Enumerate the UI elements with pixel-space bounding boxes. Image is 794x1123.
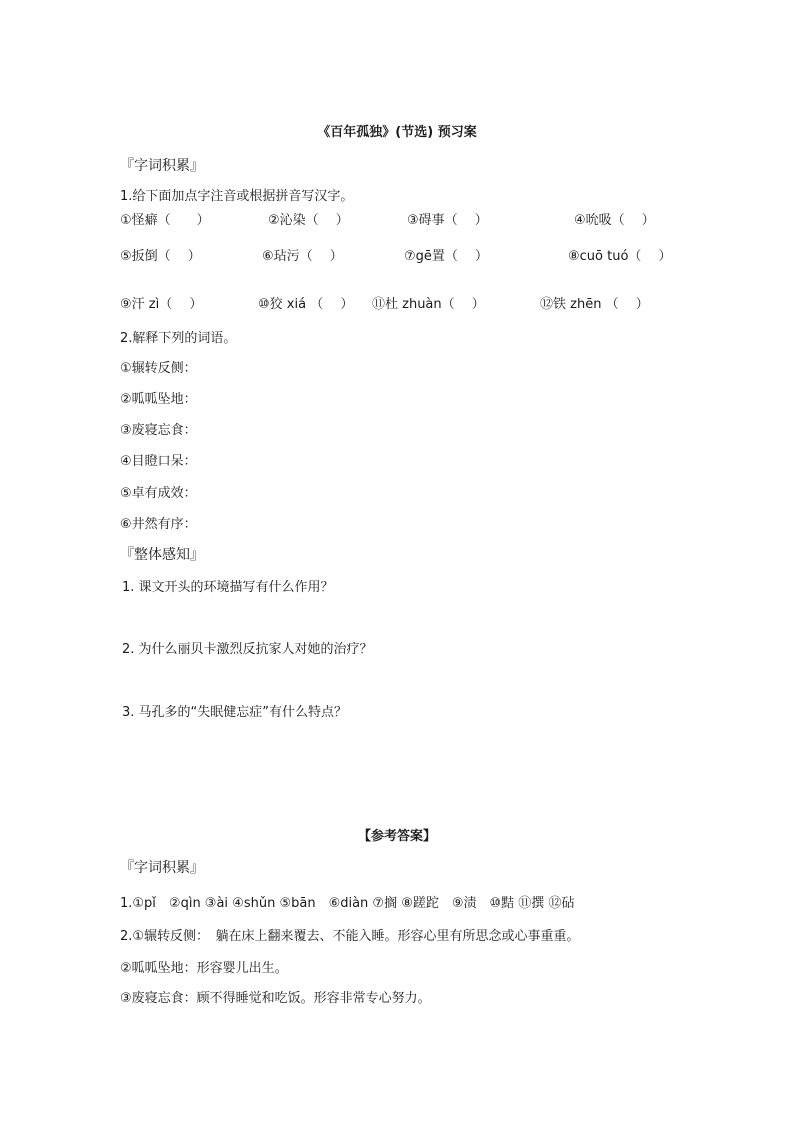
pinyin-item: ③碍事（ ） — [407, 213, 488, 228]
pinyin-item: ⑧cuō tuó（ ） — [568, 249, 672, 264]
term-item: ④目瞪口呆： — [120, 454, 197, 469]
pinyin-item: ⑨汗 zì（ ） — [120, 297, 203, 312]
pinyin-item: ⑤扳倒（ ） — [120, 249, 201, 264]
pinyin-item: ⑩狡 xiá （ ） — [258, 297, 354, 312]
section-heading-overall-perception: 『整体感知』 — [120, 547, 204, 563]
answer-line: 2.①辗转反侧： 躺在床上翻来覆去、不能入睡。形容心里有所思念或心事重重。 — [120, 929, 580, 944]
answers-sub-heading: 『字词积累』 — [120, 860, 204, 876]
term-item: ③废寝忘食： — [120, 423, 197, 438]
comprehension-question: 1. 课文开头的环境描写有什么作用？ — [122, 580, 334, 595]
term-item: ⑤卓有成效： — [120, 486, 197, 501]
pinyin-item: ⑥玷污（ ） — [262, 249, 343, 264]
answers-heading: 【参考答案】 — [357, 829, 436, 844]
term-item: ①辗转反侧： — [120, 361, 197, 376]
pinyin-item: ①怪癖（ ） — [120, 213, 210, 228]
answer-line: ③废寝忘食：顾不得睡觉和吃饭。形容非常专心努力。 — [120, 991, 431, 1006]
answer-line: ②呱呱坠地：形容婴儿出生。 — [120, 961, 288, 976]
answer-line: 1.①pǐ ②qìn ③ài ④shǔn ⑤bān ⑥diàn ⑦搁 ⑧蹉跎 ⑨渍 ⑩黠 ⑪撰 ⑫砧 — [120, 896, 575, 911]
term-item: ⑥井然有序： — [120, 517, 197, 532]
pinyin-item: ⑫铁 zhēn （ ） — [540, 297, 649, 312]
pinyin-item: ⑪杜 zhuàn（ ） — [372, 297, 485, 312]
comprehension-question: 2. 为什么丽贝卡激烈反抗家人对她的治疗？ — [122, 642, 373, 657]
pinyin-item: ⑦gē置（ ） — [404, 249, 489, 264]
term-item: ②呱呱坠地： — [120, 392, 197, 407]
page-title: 《百年孤独》(节选) 预习案 — [317, 125, 477, 140]
question-2-prompt: 2.解释下列的词语。 — [120, 331, 237, 346]
pinyin-item: ②沁染（ ） — [268, 213, 349, 228]
section-heading-word-accumulation: 『字词积累』 — [120, 158, 204, 174]
pinyin-item: ④吮吸（ ） — [574, 213, 655, 228]
question-1-prompt: 1.给下面加点字注音或根据拼音写汉字。 — [120, 189, 354, 204]
comprehension-question: 3. 马孔多的“失眠健忘症”有什么特点？ — [122, 705, 348, 720]
